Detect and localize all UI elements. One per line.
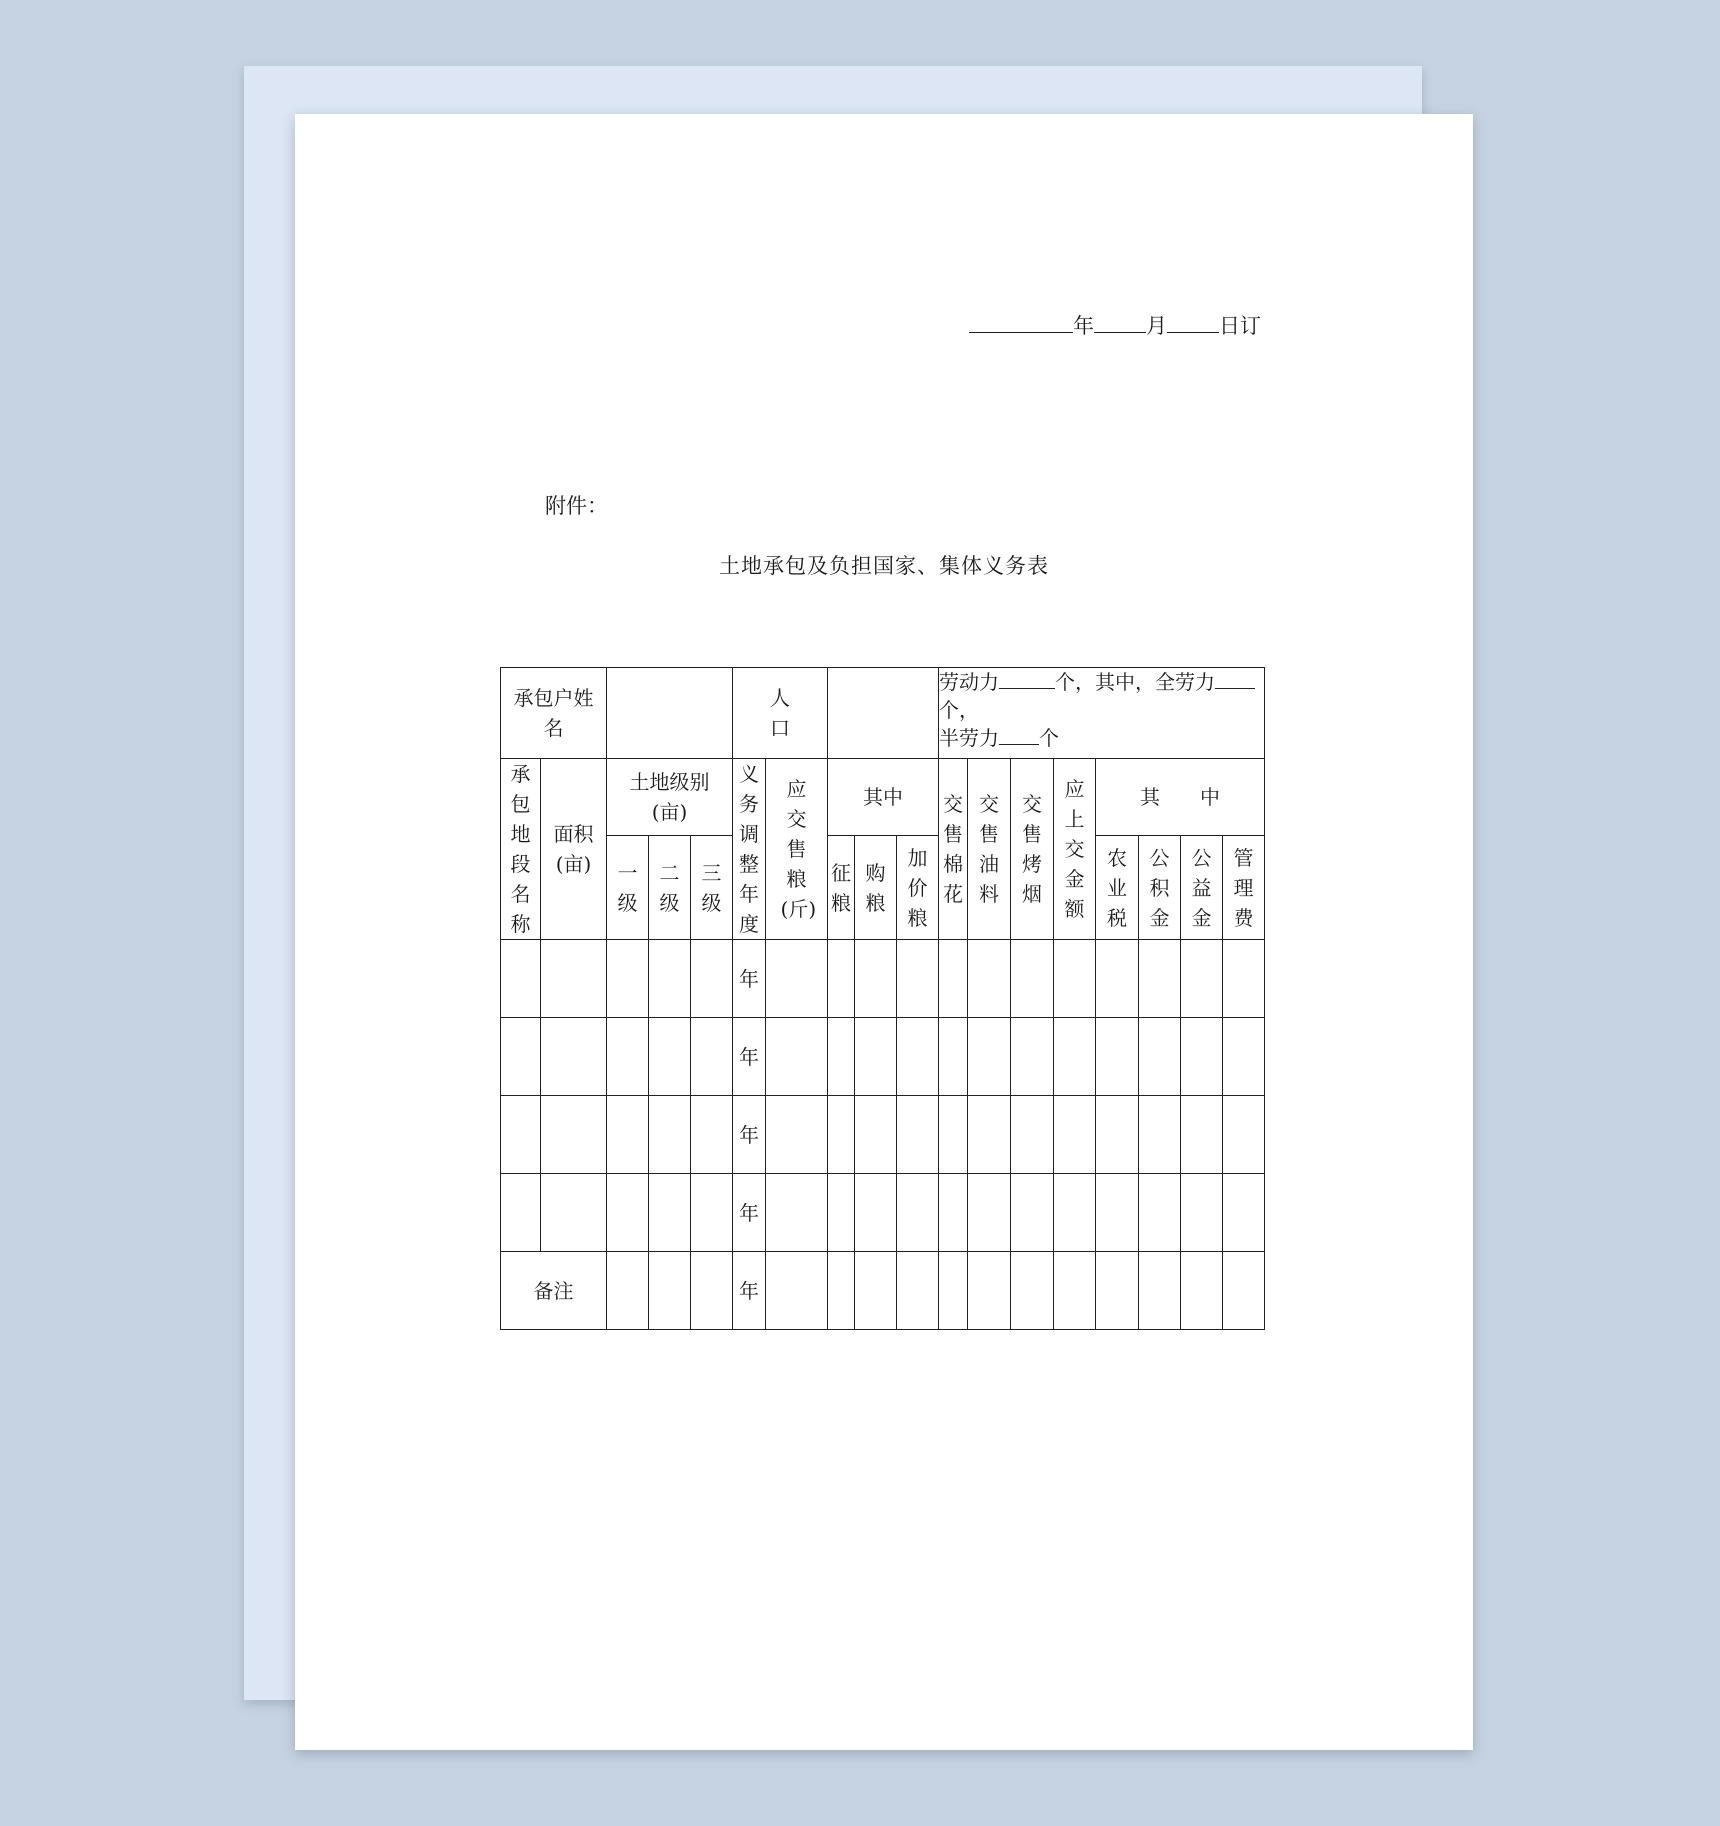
- table-cell[interactable]: [1011, 1018, 1054, 1096]
- table-cell[interactable]: [1011, 1096, 1054, 1174]
- table-cell[interactable]: [1181, 940, 1223, 1018]
- table-cell[interactable]: [939, 940, 968, 1018]
- document-title: 土地承包及负担国家、集体义务表: [719, 554, 1049, 578]
- accumulation-fund-header: 公积金: [1139, 836, 1181, 940]
- table-cell[interactable]: [501, 1174, 541, 1252]
- table-cell[interactable]: [1181, 1252, 1223, 1330]
- table-cell[interactable]: [649, 1018, 691, 1096]
- table-cell[interactable]: [1096, 1018, 1139, 1096]
- table-cell[interactable]: [897, 1174, 939, 1252]
- table-row: [501, 1018, 1265, 1096]
- table-cell[interactable]: [1054, 1174, 1096, 1252]
- table-cell[interactable]: [968, 1096, 1011, 1174]
- remarks-row: [501, 1252, 1265, 1330]
- table-cell[interactable]: [691, 940, 733, 1018]
- table-cell[interactable]: [897, 940, 939, 1018]
- table-cell[interactable]: [766, 940, 828, 1018]
- year-cell: 年: [733, 1174, 766, 1252]
- table-cell[interactable]: [1139, 1096, 1181, 1174]
- land-grade-header: 土地级别(亩): [607, 759, 733, 836]
- table-cell[interactable]: [1181, 1018, 1223, 1096]
- table-cell[interactable]: [855, 1018, 897, 1096]
- table-cell[interactable]: [691, 1174, 733, 1252]
- area-header: 面积(亩): [541, 759, 607, 940]
- population-header: 人口: [733, 668, 828, 759]
- grade-1-header: 一级: [607, 836, 649, 940]
- table-cell[interactable]: [1139, 1018, 1181, 1096]
- remarks-label: 备注: [501, 1252, 607, 1330]
- table-cell[interactable]: [1011, 940, 1054, 1018]
- table-cell[interactable]: [1139, 1174, 1181, 1252]
- premium-grain-header: 加价粮: [897, 836, 939, 940]
- table-cell[interactable]: [649, 1096, 691, 1174]
- table-cell[interactable]: [607, 940, 649, 1018]
- table-cell[interactable]: [1096, 1174, 1139, 1252]
- table-cell[interactable]: [939, 1018, 968, 1096]
- sell-tobacco-header: 交售烤烟: [1011, 759, 1054, 940]
- table-cell[interactable]: [1139, 1252, 1181, 1330]
- table-cell[interactable]: [1096, 1096, 1139, 1174]
- plot-name-header: 承包地段名称: [501, 759, 541, 940]
- table-cell[interactable]: [1223, 1174, 1265, 1252]
- table-cell[interactable]: [766, 1018, 828, 1096]
- half-labor-blank[interactable]: [999, 726, 1039, 745]
- table-cell[interactable]: [541, 940, 607, 1018]
- grade-3-header: 三级: [691, 836, 733, 940]
- table-cell[interactable]: [828, 1018, 855, 1096]
- adjust-year-header: 义务调整年度: [733, 759, 766, 940]
- table-cell[interactable]: [897, 1096, 939, 1174]
- day-blank[interactable]: [1167, 312, 1219, 333]
- table-cell[interactable]: [691, 1252, 733, 1330]
- table-cell[interactable]: [1223, 940, 1265, 1018]
- table-cell[interactable]: [501, 1018, 541, 1096]
- table-cell[interactable]: [766, 1174, 828, 1252]
- table-cell[interactable]: [897, 1018, 939, 1096]
- household-name-value[interactable]: [607, 668, 733, 759]
- document-page: [295, 114, 1473, 1750]
- table-cell[interactable]: [766, 1096, 828, 1174]
- year-cell: 年: [733, 940, 766, 1018]
- agri-tax-header: 农业税: [1096, 836, 1139, 940]
- table-cell[interactable]: [855, 1174, 897, 1252]
- table-cell[interactable]: [541, 1096, 607, 1174]
- table-cell[interactable]: [1054, 1096, 1096, 1174]
- table-cell[interactable]: [766, 1252, 828, 1330]
- table-cell[interactable]: [828, 940, 855, 1018]
- table-cell[interactable]: [855, 1096, 897, 1174]
- year-cell: 年: [733, 1096, 766, 1174]
- welfare-fund-header: 公益金: [1181, 836, 1223, 940]
- grain-due-header: 应交售粮(斤): [766, 759, 828, 940]
- table-cell[interactable]: [607, 1096, 649, 1174]
- obligation-table: [500, 667, 1265, 1330]
- table-cell[interactable]: [939, 1252, 968, 1330]
- table-cell[interactable]: [855, 1252, 897, 1330]
- table-cell[interactable]: [855, 940, 897, 1018]
- table-cell[interactable]: [968, 940, 1011, 1018]
- labor-count-blank[interactable]: [999, 670, 1055, 689]
- sell-cotton-header: 交售棉花: [939, 759, 968, 940]
- table-cell[interactable]: [828, 1252, 855, 1330]
- year-label: 年: [1073, 314, 1094, 338]
- table-row: [501, 1096, 1265, 1174]
- attachment-label: 附件：: [545, 494, 608, 518]
- table-row: [501, 940, 1265, 1018]
- table-cell[interactable]: [501, 1096, 541, 1174]
- table-row: [501, 1174, 1265, 1252]
- grade-2-header: 二级: [649, 836, 691, 940]
- population-value[interactable]: [828, 668, 939, 759]
- table-cell[interactable]: [649, 1174, 691, 1252]
- labor-force-cell: 劳动力 个，其中，全劳力 个， 半劳力 个: [939, 668, 1265, 759]
- sell-oil-header: 交售油料: [968, 759, 1011, 940]
- year-cell: 年: [733, 1252, 766, 1330]
- table-cell[interactable]: [649, 1252, 691, 1330]
- month-label: 月: [1146, 314, 1167, 338]
- table-cell[interactable]: [828, 1096, 855, 1174]
- of-which-grain-header: 其中: [828, 759, 939, 836]
- table-cell[interactable]: [1181, 1096, 1223, 1174]
- table-cell[interactable]: [1223, 1096, 1265, 1174]
- money-due-header: 应上交金额: [1054, 759, 1096, 940]
- household-name-header: 承包户姓名: [501, 668, 607, 759]
- table-cell[interactable]: [1096, 1252, 1139, 1330]
- table-cell[interactable]: [607, 1174, 649, 1252]
- table-cell[interactable]: [691, 1096, 733, 1174]
- table-cell[interactable]: [1054, 940, 1096, 1018]
- table-cell[interactable]: [691, 1018, 733, 1096]
- table-cell[interactable]: [968, 1174, 1011, 1252]
- table-cell[interactable]: [1223, 1018, 1265, 1096]
- table-cell[interactable]: [1011, 1252, 1054, 1330]
- table-cell[interactable]: [1054, 1252, 1096, 1330]
- management-fee-header: 管理费: [1223, 836, 1265, 940]
- table-cell[interactable]: [968, 1018, 1011, 1096]
- purchase-grain-header: 购粮: [855, 836, 897, 940]
- month-blank[interactable]: [1094, 312, 1146, 333]
- table-cell[interactable]: [828, 1174, 855, 1252]
- date-line: [969, 310, 1261, 340]
- table-cell[interactable]: [607, 1252, 649, 1330]
- table-cell[interactable]: [1054, 1018, 1096, 1096]
- table-cell[interactable]: [649, 940, 691, 1018]
- table-cell[interactable]: [939, 1096, 968, 1174]
- table-cell[interactable]: [1096, 940, 1139, 1018]
- table-cell[interactable]: [1181, 1174, 1223, 1252]
- table-cell[interactable]: [541, 1174, 607, 1252]
- table-cell[interactable]: [968, 1252, 1011, 1330]
- levy-grain-header: 征粮: [828, 836, 855, 940]
- table-cell[interactable]: [1011, 1174, 1054, 1252]
- table-cell[interactable]: [607, 1018, 649, 1096]
- year-cell: 年: [733, 1018, 766, 1096]
- table-cell[interactable]: [501, 940, 541, 1018]
- full-labor-blank[interactable]: [1215, 670, 1255, 689]
- table-cell[interactable]: [939, 1174, 968, 1252]
- day-label: 日订: [1219, 314, 1261, 338]
- year-blank[interactable]: [969, 312, 1073, 333]
- table-cell[interactable]: [1223, 1252, 1265, 1330]
- of-which-money-header: 其 中: [1096, 759, 1265, 836]
- table-cell[interactable]: [1139, 940, 1181, 1018]
- table-cell[interactable]: [541, 1018, 607, 1096]
- table-cell[interactable]: [897, 1252, 939, 1330]
